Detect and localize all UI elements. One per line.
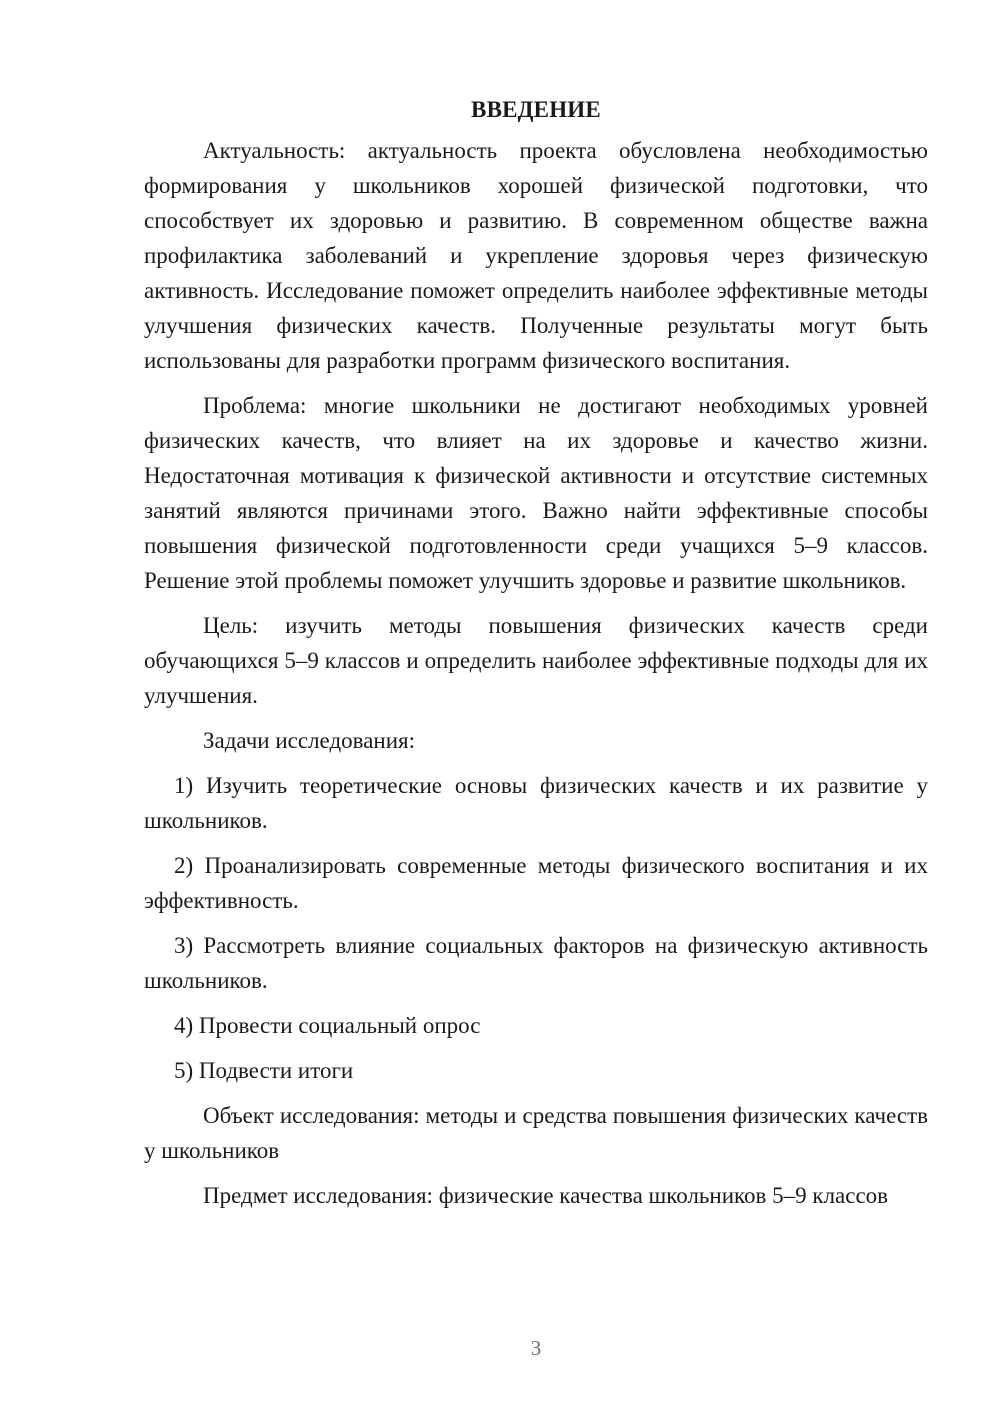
page-number: 3 [530, 1336, 542, 1360]
paragraph-goal: Цель: изучить методы повышения физических качеств среди обучающихся 5–9 классов и определить наиболее эффективные подходы для их улучшения. [144, 613, 928, 708]
task-item-5: 5) Подвести итоги [174, 1058, 354, 1083]
paragraph-problem: Проблема: многие школьники не достигают необходимых уровней физических качеств, что влияет на их здоровье и качество жизни. Недостаточная мотивация к физической активности и отсутствие системных занятий являются причинами этого. Важно найти эффективные способы повышения физической подготовленности среди учащихся 5–9 классов. Решение этой проблемы поможет улучшить здоровье и развитие школьников. [144, 393, 928, 593]
paragraph-object: Объект исследования: методы и средства повышения физических качеств у школьников [144, 1103, 928, 1163]
paragraph-relevance: Актуальность: актуальность проекта обусловлена необходимостью формирования у школьников хорошей физической подготовки, что способствует их здоровью и развитию. В современном обществе важна профилактика заболеваний и укрепление здоровья через физическую активность. Исследование поможет определить наиболее эффективные методы улучшения физических качеств. Полученные результаты могут быть использованы для разработки программ физического воспитания. [144, 138, 928, 373]
page-content [144, 92, 928, 1223]
paragraph-tasks-title: Задачи исследования: [203, 728, 416, 753]
task-item-1: 1) Изучить теоретические основы физических качеств и их развитие у школьников. [144, 773, 928, 833]
task-item-3: 3) Рассмотреть влияние социальных факторов на физическую активность школьников. [144, 933, 928, 993]
task-item-2: 2) Проанализировать современные методы физического воспитания и их эффективность. [144, 853, 928, 913]
section-heading: ВВЕДЕНИЕ [471, 97, 601, 122]
task-item-4: 4) Провести социальный опрос [174, 1013, 481, 1038]
paragraph-subject: Предмет исследования: физические качества школьников 5–9 классов [203, 1183, 889, 1208]
